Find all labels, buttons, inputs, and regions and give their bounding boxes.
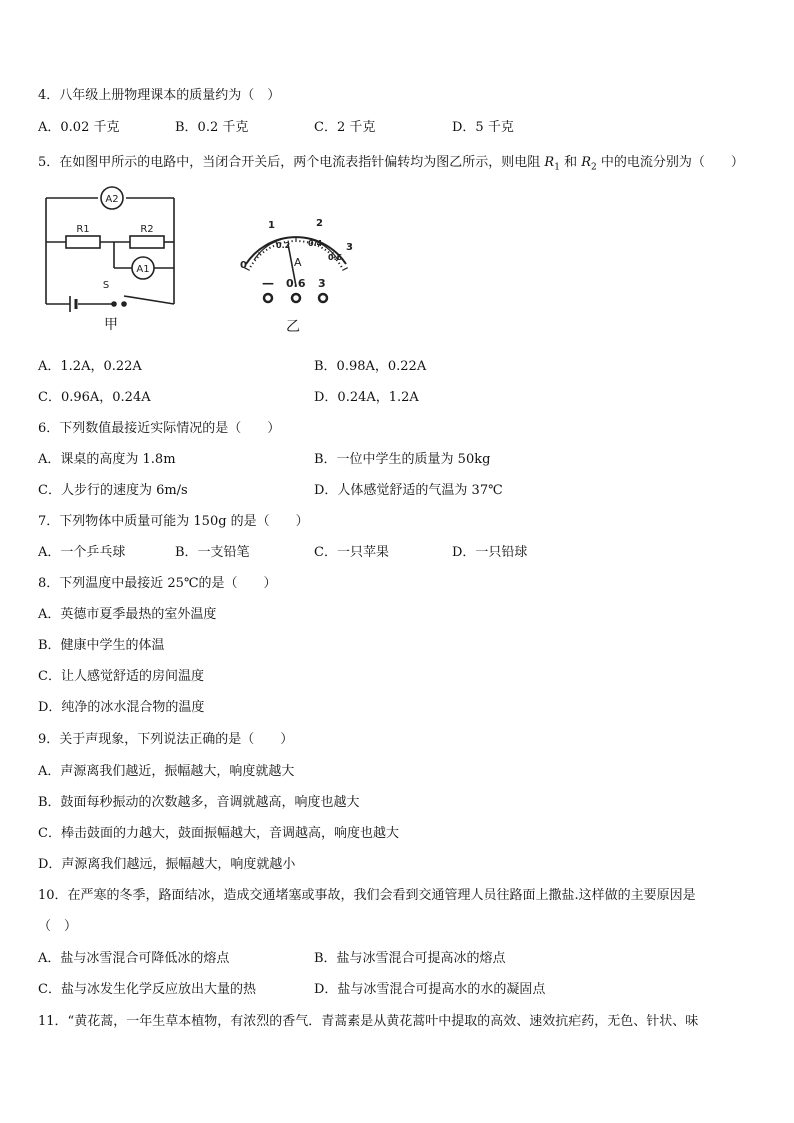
q8-option-b: B．健康中学生的体温: [38, 638, 165, 653]
q10-option-a: A．盐与冰雪混合可降低冰的熔点: [38, 951, 230, 966]
q7-option-c: C．一只苹果: [314, 545, 389, 560]
dial-tick: [325, 249, 326, 251]
q10-option-c: C．盐与冰发生化学反应放出大量的热: [38, 982, 256, 997]
scale-large-2: 2: [316, 218, 323, 229]
q5-figure: [40, 186, 360, 336]
ammeter-a2-label: A2: [105, 194, 119, 205]
question-8-stem: 8．下列温度中最接近 25℃的是（ ）: [38, 576, 277, 591]
q7-option-b: B．一支铅笔: [175, 545, 250, 560]
meter-terminals: [264, 294, 327, 302]
meter-unit-label: A: [294, 256, 302, 269]
scale-large-3: 3: [346, 242, 353, 253]
scale-small-0-2: 0.2: [276, 241, 291, 250]
r2-symbol: R: [581, 155, 591, 170]
q5-option-d: D．0.24A，1.2A: [314, 390, 419, 405]
dial-tick: [269, 247, 270, 249]
q5-option-b: B．0.98A，0.22A: [314, 359, 427, 374]
question-9-stem: 9．关于声现象，下列说法正确的是（ ）: [38, 732, 294, 747]
circuit-figure-label: 甲: [104, 317, 118, 333]
dial-tick: [257, 257, 258, 258]
dial-tick: [252, 263, 254, 264]
q9-option-c: C．棒击鼓面的力越大，鼓面振幅越大，音调越高，响度也越大: [38, 826, 399, 841]
question-10-stem-continued: （ ）: [38, 919, 78, 934]
meter-figure-label: 乙: [286, 319, 300, 335]
q8-option-c: C．让人感觉舒适的房间温度: [38, 669, 204, 684]
r1-symbol: R: [544, 155, 555, 170]
circuit-and-meter-diagram: [40, 186, 360, 336]
q6-option-d: D．人体感觉舒适的气温为 37℃: [314, 483, 503, 498]
q8-option-a: A．英德市夏季最热的室外温度: [38, 607, 217, 622]
q6-option-b: B．一位中学生的质量为 50kg: [314, 452, 491, 467]
q9-option-a: A．声源离我们越近，振幅越大，响度就越大: [38, 764, 295, 779]
q9-option-d: D．声源离我们越远，振幅越大，响度就越小: [38, 857, 296, 872]
q5-option-c: C．0.96A，0.24A: [38, 390, 151, 405]
r2-subscript: 2: [591, 162, 597, 173]
scale-large-1: 1: [268, 220, 275, 231]
dial-tick: [250, 266, 252, 267]
question-7-stem: 7．下列物体中质量可能为 150g 的是（ ）: [38, 514, 309, 529]
q10-option-b: B．盐与冰雪混合可提高冰的熔点: [314, 951, 506, 966]
terminal-0-6-label: 0.6: [286, 277, 306, 290]
ammeter-a1-label: A1: [136, 264, 150, 275]
q4-option-b: B．0.2 千克: [175, 120, 249, 135]
dial-tick: [338, 263, 340, 264]
dial-tick: [254, 260, 256, 261]
q6-option-a: A．课桌的高度为 1.8m: [38, 452, 176, 467]
q6-option-c: C．人步行的速度为 6m/s: [38, 483, 188, 498]
terminal-3-label: 3: [318, 277, 326, 290]
q8-option-d: D．纯净的冰水混合物的温度: [38, 700, 205, 715]
q5-stem-part-c: 中的电流分别为（ ）: [596, 155, 744, 170]
question-4-stem: 4．八年级上册物理课本的质量约为（ ）: [38, 88, 281, 103]
q4-option-c: C．2 千克: [314, 120, 376, 135]
scale-small-0-4: 0.4: [308, 239, 323, 248]
q5-stem-part-a: 5．在如图甲所示的电路中，当闭合开关后，两个电流表指针偏转均为图乙所示，则电阻: [38, 155, 545, 170]
dial-tick: [342, 268, 347, 271]
question-10-stem: 10．在严寒的冬季，路面结冰，造成交通堵塞或事故，我们会看到交通管理人员往路面上撒盐.这样做的主要原因是: [38, 888, 696, 903]
q9-option-b: B．鼓面每秒振动的次数越多，音调就越高，响度也越大: [38, 795, 360, 810]
dial-tick: [273, 245, 274, 247]
dial-tick: [263, 251, 264, 253]
q7-option-a: A．一个乒乓球: [38, 545, 126, 560]
q7-option-d: D．一只铅球: [452, 545, 528, 560]
scale-small-0-6: 0.6: [328, 253, 343, 262]
r1-subscript: 1: [554, 162, 560, 173]
dial-tick: [266, 249, 267, 251]
dial-tick: [340, 266, 342, 267]
q4-option-a: A．0.02 千克: [38, 120, 120, 135]
q5-option-a: A．1.2A，0.22A: [38, 359, 142, 374]
q4-option-d: D．5 千克: [452, 120, 514, 135]
question-6-stem: 6．下列数值最接近实际情况的是（ ）: [38, 421, 281, 436]
scale-large-0: 0: [240, 260, 247, 271]
resistor-r1-label: R1: [76, 224, 90, 235]
terminal-negative-label: —: [262, 276, 274, 290]
resistor-r2-label: R2: [140, 224, 154, 235]
question-5-stem: [38, 151, 744, 173]
q5-stem-part-b: 和: [559, 155, 582, 170]
switch-label: S: [102, 280, 110, 291]
q10-option-d: D．盐与冰雪混合可提高水的水的凝固点: [314, 982, 546, 997]
question-11-stem: 11．“黄花蒿，一年生草本植物，有浓烈的香气．青蒿素是从黄花蒿叶中提取的高效、速效抗疟药，无色、针状、味: [38, 1014, 699, 1029]
